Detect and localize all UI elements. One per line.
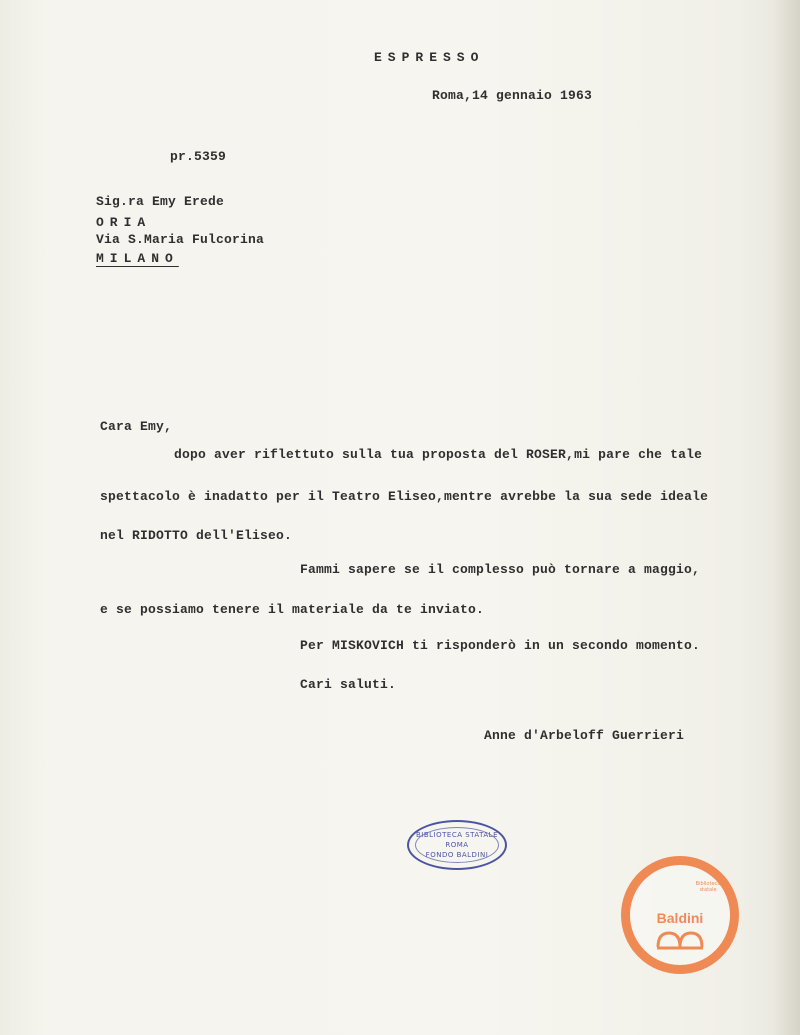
stamp-line1: BIBLIOTECA STATALE: [415, 831, 498, 839]
recipient-street: Via S.Maria Fulcorina: [96, 232, 265, 247]
closing: Cari saluti.: [300, 677, 397, 692]
recipient-name: Sig.ra Emy Erede: [96, 194, 225, 209]
delivery-header: ESPRESSO: [374, 50, 485, 65]
signature: Anne d'Arbeloff Guerrieri: [484, 728, 685, 743]
library-stamp: [407, 820, 507, 870]
body-line: e se possiamo tenere il materiale da te inviato.: [100, 602, 485, 617]
body-line: Per MISKOVICH ti risponderò in un secondo momento.: [300, 638, 701, 653]
recipient-city: MILANO: [96, 251, 179, 266]
open-book-icon: [656, 929, 704, 951]
body-line: dopo aver riflettuto sulla tua proposta del ROSER,mi pare che tale: [174, 447, 703, 462]
stamp-line3: FONDO BALDINI: [425, 851, 489, 859]
logo-small-text: Biblioteca statale: [695, 881, 721, 893]
stamp-line2: ROMA: [445, 841, 469, 849]
salutation: Cara Emy,: [100, 419, 173, 434]
recipient-line2: ORIA: [96, 215, 152, 230]
page-edge-shadow: [774, 0, 800, 1035]
protocol-number: pr.5359: [170, 149, 227, 164]
body-line: spettacolo è inadatto per il Teatro Eliseo,mentre avrebbe la sua sede ideale: [100, 489, 709, 504]
logo-name: Baldini: [656, 910, 704, 926]
baldini-logo: [621, 856, 739, 974]
place-date: Roma,14 gennaio 1963: [432, 88, 593, 103]
body-line: nel RIDOTTO dell'Eliseo.: [100, 528, 293, 543]
body-line: Fammi sapere se il complesso può tornare a maggio,: [300, 562, 701, 577]
